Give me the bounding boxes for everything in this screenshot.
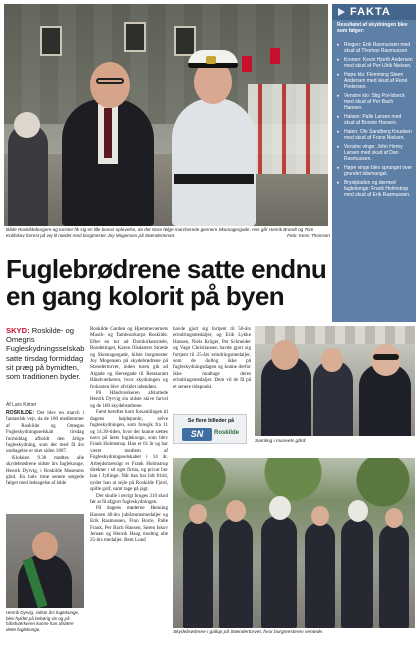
march-photo-marcher <box>305 522 335 628</box>
article-paragraph: havde gjort sig fortjent til 50-års erindringsmedaljer, og Erik Lykke Hansen, Niels Krüger, Per Schneider og Vagn Christiansen havde gjort sig fortjent til 25-års erindringsmedaljer, som de dollog ikke på fugleskydningsdagen og kunne derfor ikke modtage deres erindringsmedaljer. Dem vil de få på et senere tidspunkt. <box>173 326 251 390</box>
fuglekonge-photo <box>6 514 84 608</box>
fuglekonge-photo-caption: Henrik Dyrvig, sidste års fuglekonge, blev hyldet på behørig vis og på håndværkeren kunne han afslære dette fuglekonge. <box>6 610 80 632</box>
museum-yard-man-head <box>271 340 299 370</box>
fakta-item: ▸ Halen: Ole Sandberg Knudsen med skud af Frans Nielsen. <box>337 129 413 141</box>
march-photo-marcher <box>341 518 373 628</box>
top-photo-window <box>174 26 196 56</box>
museum-yard-glasses <box>373 354 399 360</box>
march-photo-marcher-head <box>348 500 368 522</box>
march-photo-marcher-head <box>269 496 291 520</box>
top-photo-window <box>40 26 62 56</box>
march-photo-marcher-head <box>226 500 246 522</box>
article-column-1 <box>6 410 84 487</box>
museum-yard-man-head <box>371 344 401 376</box>
march-photo-marcher <box>261 516 297 628</box>
article-paragraph: På dagens møderne Henning Hansen 40-års jubilæumsmedaljer og Erik Rasmussen, Finn Borre, Palle Frank, Per Bach Hansen, Søren Iskov Jensen og Henrik Haug modtog alle 25-års medaljer. Bent Lund <box>90 505 168 544</box>
museum-yard-man-head <box>321 348 343 372</box>
fakta-item: ▸ Kronen: Kevin Hjorth Andersen med skud af Per-Ulrik Nielsen. <box>337 57 413 69</box>
top-photo-officer <box>172 98 256 226</box>
museum-yard-photo <box>255 326 415 436</box>
top-photo-window <box>124 22 146 52</box>
top-photo-officer-belt <box>174 174 254 184</box>
march-photo-marcher-head <box>311 506 329 526</box>
museum-yard-caption: Samling i museets gård. <box>255 439 307 444</box>
article-column-2 <box>90 326 168 544</box>
headline: Fuglebrødrene satte endnu en gang kolorit på byen <box>6 254 327 311</box>
march-photo-marcher-head <box>385 508 403 528</box>
lead-text: Roskilde- og Omegns Fugleskydningsselskab satte tirsdag formiddag sit præg på bymidten, som traditionen byder. <box>6 326 85 382</box>
sn-logo: SN <box>182 428 212 441</box>
march-photo-marcher <box>183 520 213 628</box>
march-photo-trees <box>173 458 415 508</box>
article-paragraph <box>6 410 84 455</box>
top-photo-flag <box>242 56 252 72</box>
fakta-item: ▸ Ringen: Erik Rasmussen med skud af Thomas Rasmussen. <box>337 42 413 54</box>
fakta-item: ▸ Venstre vinge: John Henry Larsen med skud af Dan Rasmussen. <box>337 144 413 162</box>
sn-link-text: Se flere billeder på <box>187 418 235 424</box>
dateline: ROSKILDE: <box>6 410 35 416</box>
top-photo-man-head <box>90 62 130 108</box>
top-photo-woman-head <box>14 112 40 138</box>
top-photo <box>4 4 328 226</box>
sn-logo-suffix: Roskilde <box>214 430 240 436</box>
top-photo-woman <box>8 124 48 226</box>
article-paragraph: Klokken 9.30 mødtes alle skydebrødrene sidste års fuglekonge, Henrik Dyrvig, i Roskilde Museums gård. En halv time senere sørgede følget med ledsagelse af både <box>6 454 84 487</box>
sn-photo-link[interactable] <box>173 414 247 444</box>
article-paragraph: På Håndværkeren afsluttede Henrik Dyrvig sin sidste skive farvel og de 180 skydebrødrene. <box>90 390 168 409</box>
article-paragraph: Der skulle i øvrigt bruges 310 skud før at få afgjort fugleskydningen. <box>90 492 168 505</box>
top-photo-officer-badge <box>206 56 216 64</box>
article-paragraph: Roskilde Garden og Hjemmeværnets Musik- og Tambourkorps Roskilde. Efter en tur ad Domkirkestræde, Bondetinget, Karen Olsdatters Stræde og Skomagergade, hilste borgmester Joy Mogensen på skydebrødrene på Stændertorvet, inden turen gik ad Algade og Hersegade til Restaurant Håndværkeren, hvor skydningen og frokosten blev afviklet udendørs. <box>90 326 168 390</box>
fakta-item: ▸ Halsen: Palle Larsen med skud af Bonnie Hansen. <box>337 114 413 126</box>
fakta-item: ▸ Venstre klo: Stig Pol-Isbeck med skud af Per Bach Hansen. <box>337 93 413 111</box>
article-paragraph: Først herefter kom forsamlingen til dagens højdepunkt, selve fugleskydningen, som foregik fra 11 og 14.30-tiden, hvor der kunne sættes navn på årets fuglekonge, som blev Frank Holmstrup. Han er 61 år og har været medlem af Fugleskydningsselskabet i 14 år. Arbejdsmæssigt er Frank Holmstrup direktør i sit eget firma, og privat bor han i Jyllinge. Når han har lidt fritid, nyder han at sejle på Roskilde Fjord, spille golf, samt tage på jagt. <box>90 409 168 493</box>
top-photo-man-glasses <box>96 78 124 84</box>
march-photo-caption: Skydebrødrene i gallop på Stændertorvet, hvor borgmesteren ventede. <box>173 630 324 635</box>
top-photo-caption <box>6 227 330 238</box>
fakta-title: FAKTA <box>350 6 391 18</box>
top-photo-flag <box>270 48 280 64</box>
march-photo-marcher <box>379 524 409 628</box>
article-column-3 <box>173 326 251 390</box>
paragraph-text: Det blev en march i fantastisk vejr, da de 180 medlemmer af Roskilde og Omegns Fugleskydningsselskab tirsdag formiddag afholdt den årlige fugleskydning, som det med få års undtagelse er sket siden 1807. <box>6 410 84 455</box>
fakta-header <box>332 4 416 20</box>
fuglekonge-photo-head <box>32 532 58 560</box>
fakta-item: ▸ Højre vinge blev sprunget over grundet tidsmangel. <box>337 165 413 177</box>
top-photo-man-tie <box>104 108 112 158</box>
top-photo-band <box>248 84 328 174</box>
march-photo-marcher-head <box>189 504 207 524</box>
arrow-icon <box>338 8 345 16</box>
fakta-item: ▸ Brystpladen og dermed fuglekonge: Frank Holmstrup med skud af Erik Rasmussen. <box>337 180 413 198</box>
fakta-box <box>332 4 416 322</box>
byline: Af Lars Kimer <box>6 402 37 408</box>
top-photo-credit: Foto: Kenn Thomsen <box>287 232 330 238</box>
lead-kicker: SKYD: <box>6 326 30 335</box>
march-photo-marcher <box>219 518 253 628</box>
fakta-intro: Resultatet af skydningen blev som følger: <box>337 22 408 34</box>
fakta-list <box>337 42 413 201</box>
march-photo <box>173 458 415 628</box>
fakta-item: ▸ Højre klo: Flemming Steen Andersen med skud af René Pedersen. <box>337 72 413 90</box>
lead <box>6 326 84 381</box>
top-photo-caption-text: Både Roskildeborgere og turister fik sig en lille bonus-oplevelse, da det store følge marcherede gennem Skomagergade. Her går Henrik Brandt og Tom Koldskov forrest på vej til mødet med borgmester Joy Mogensen på Stændertorvet. <box>6 227 314 238</box>
